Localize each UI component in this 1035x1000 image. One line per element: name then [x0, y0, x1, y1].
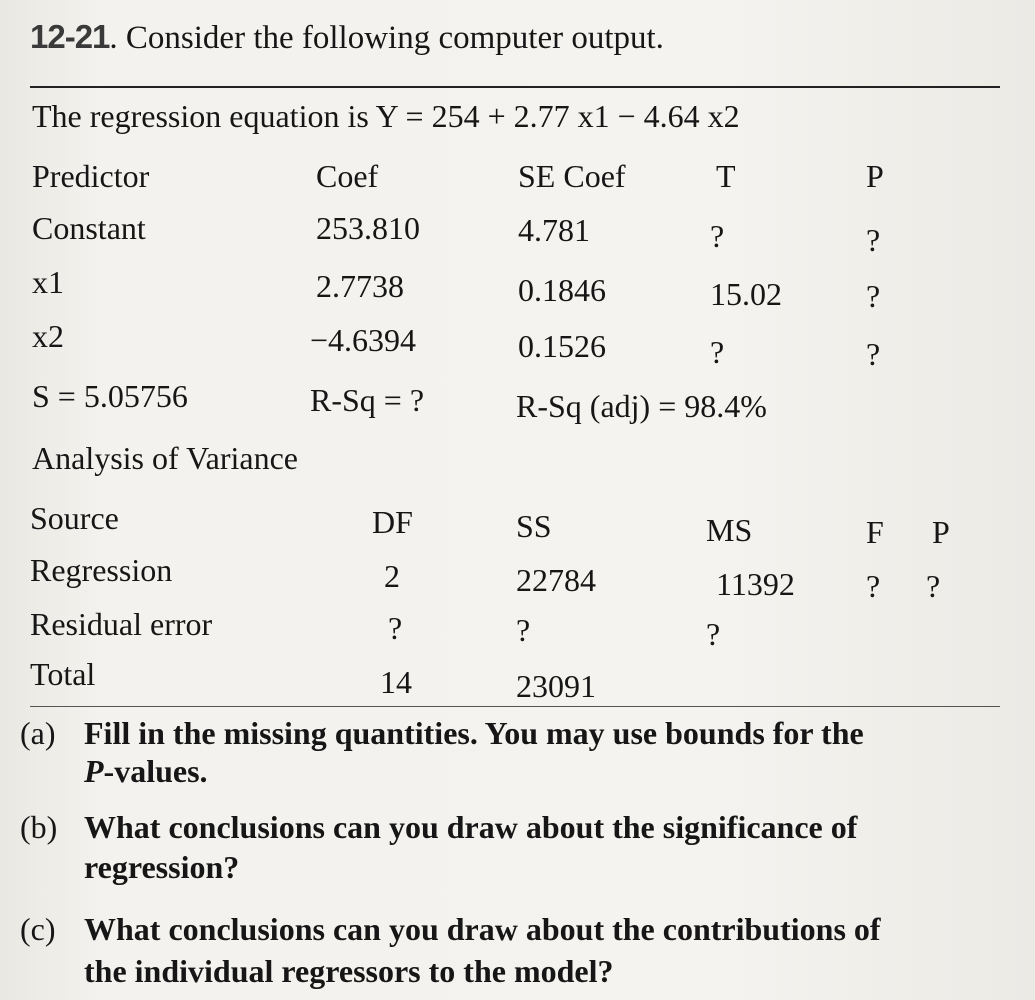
question-continuation: P-values.	[84, 753, 208, 789]
problem-prompt: . Consider the following computer output.	[109, 20, 664, 56]
regression-equation: The regression equation is Y = 254 + 2.77 x1 − 4.64 x2	[32, 98, 740, 134]
bottom-rule	[30, 706, 1000, 707]
table-row-cell: x2	[32, 318, 64, 354]
table-row-cell: Total	[30, 656, 96, 692]
table-row-cell: ?	[516, 612, 531, 648]
coef-header-p: P	[866, 158, 884, 194]
table-row-cell: 22784	[516, 562, 596, 598]
anova-header-ms: MS	[706, 512, 753, 548]
table-row-cell: 2	[384, 558, 400, 594]
summary-rsq-adj: R-Sq (adj) = 98.4%	[516, 388, 767, 424]
table-row-cell: ?	[866, 568, 881, 604]
table-row-cell: ?	[926, 568, 941, 604]
table-row-cell: Regression	[30, 552, 173, 588]
table-row-cell: 14	[380, 664, 412, 700]
table-row-cell: Residual error	[30, 606, 213, 642]
table-row-cell: ?	[388, 610, 403, 646]
coef-header-predictor: Predictor	[32, 158, 150, 194]
table-row-cell: ?	[866, 222, 881, 258]
question-c	[20, 911, 881, 989]
anova-header-ss: SS	[516, 508, 552, 544]
table-row-cell: 0.1526	[518, 328, 606, 364]
table-row-cell: 15.02	[710, 276, 782, 312]
question-a	[20, 715, 864, 789]
table-row-cell: ?	[710, 334, 725, 370]
question-continuation: the individual regressors to the model?	[84, 953, 614, 989]
anova-header-df: DF	[372, 504, 413, 540]
table-row-cell: 2.7738	[316, 268, 404, 304]
table-row-cell: 4.781	[518, 212, 590, 248]
table-row-cell: 11392	[716, 566, 795, 602]
question-b	[20, 809, 858, 885]
question-text: Fill in the missing quantities. You may use bounds for the	[84, 715, 864, 751]
question-label: (c)	[20, 911, 56, 947]
anova-header-p: P	[932, 514, 950, 550]
top-rule	[30, 86, 1000, 88]
table-row-cell: Constant	[32, 210, 146, 246]
table-row-cell: 253.810	[316, 210, 420, 246]
table-row-cell: ?	[866, 278, 881, 314]
anova-header-f: F	[866, 514, 884, 550]
table-row-cell: −4.6394	[310, 322, 417, 358]
table-row-cell: 23091	[516, 668, 596, 704]
question-label: (b)	[20, 809, 58, 845]
table-row-cell: ?	[706, 616, 721, 652]
coef-header-t: T	[716, 158, 736, 194]
summary-s: S = 5.05756	[32, 378, 188, 414]
anova-title: Analysis of Variance	[32, 440, 298, 476]
problem-number: 12-21	[30, 18, 110, 55]
question-label: (a)	[20, 715, 56, 751]
question-text: What conclusions can you draw about the contributions of	[84, 911, 881, 947]
table-row-cell: ?	[710, 218, 725, 254]
table-row-cell: ?	[866, 336, 881, 372]
table-row-cell: x1	[32, 264, 64, 300]
coef-header-coef: Coef	[316, 158, 379, 194]
question-text: What conclusions can you draw about the significance of	[84, 809, 858, 845]
problem-heading	[30, 18, 664, 57]
coef-header-secoef: SE Coef	[518, 158, 626, 194]
table-row-cell: 0.1846	[518, 272, 606, 308]
summary-rsq: R-Sq = ?	[310, 382, 425, 418]
question-continuation: regression?	[84, 849, 240, 885]
anova-header-source: Source	[30, 500, 119, 536]
